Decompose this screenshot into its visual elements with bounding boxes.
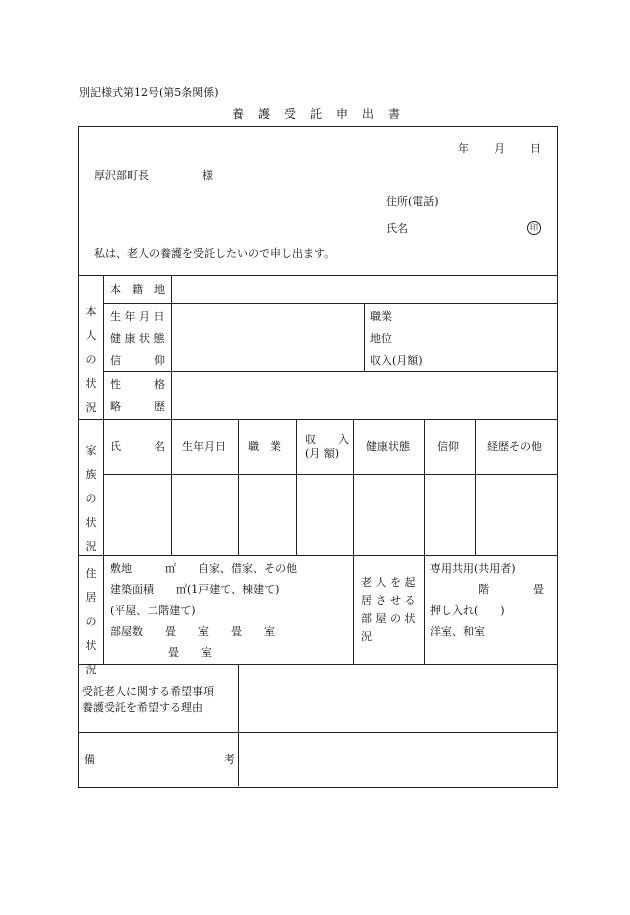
position-label: 地位 xyxy=(370,332,392,345)
address-label: 住所(電話) xyxy=(386,195,439,208)
divider xyxy=(296,419,297,555)
divider xyxy=(475,419,476,555)
job-label: 職業 xyxy=(370,310,392,323)
form-number-label: 別記様式第12号(第5条関係) xyxy=(79,86,219,99)
divider xyxy=(364,303,365,371)
date-year: 年 xyxy=(458,142,469,155)
divider xyxy=(78,275,557,276)
room-label-2: 居 さ せ る xyxy=(361,594,416,607)
wish-label-2: 養護受託を希望する理由 xyxy=(82,701,203,714)
divider xyxy=(171,275,172,419)
divider xyxy=(238,664,239,786)
divider xyxy=(78,555,557,556)
housing-site-line: 敷地 ㎡ 自家、借家、その他 xyxy=(110,562,297,575)
room-label-1: 老 人 を 起 xyxy=(361,576,416,589)
divider xyxy=(353,419,354,664)
date-day: 日 xyxy=(530,142,541,155)
name-label: 氏名 xyxy=(386,222,408,235)
history-label: 略 歴 xyxy=(110,400,165,413)
addressee-honorific: 様 xyxy=(202,169,213,182)
housing-rooms-line-2: 畳 室 xyxy=(168,646,212,659)
self-section-heading: 本 人 の 状 況 xyxy=(85,305,97,414)
wish-label-1: 受託老人に関する希望事項 xyxy=(82,685,214,698)
family-col-religion: 信仰 xyxy=(437,440,459,453)
seal-mark: 印 xyxy=(527,221,541,235)
private-shared-label: 専用共用(共用者) xyxy=(430,562,516,575)
honseki-label: 本 籍 地 xyxy=(110,283,165,296)
family-col-income: 収 入 xyxy=(305,433,349,446)
housing-rooms-line: 部屋数 畳 室 畳 室 xyxy=(110,625,275,638)
housing-section-heading: 住 居 の 状 況 xyxy=(85,567,97,676)
family-col-job: 職 業 xyxy=(248,440,281,453)
room-label-4: 況 xyxy=(361,630,372,643)
housing-floors-line: (平屋、二階建て) xyxy=(110,604,196,617)
family-col-birth: 生年月日 xyxy=(182,440,226,453)
divider xyxy=(78,664,557,665)
family-col-other: 経歴その他 xyxy=(487,440,542,453)
date-month: 月 xyxy=(494,142,505,155)
family-section-heading: 家 族 の 状 況 xyxy=(85,444,97,553)
income-label: 収入(月額) xyxy=(370,354,423,367)
statement: 私は、老人の養護を受託したいので申し出ます。 xyxy=(94,247,336,260)
divider xyxy=(103,275,104,664)
divider xyxy=(238,419,239,555)
addressee: 厚沢部町長 xyxy=(94,169,149,182)
family-col-income-unit: (月 額) xyxy=(305,447,340,460)
divider xyxy=(78,419,557,420)
birth-label: 生 年 月 日 xyxy=(110,310,165,323)
family-col-health: 健康状態 xyxy=(366,440,410,453)
divider xyxy=(424,419,425,664)
remarks-label-left: 備 xyxy=(84,753,95,766)
character-label: 性 格 xyxy=(110,378,165,391)
health-label: 健 康 状 態 xyxy=(110,332,165,345)
room-type-label: 洋室、和室 xyxy=(430,625,485,638)
floor-tatami-label: 階 畳 xyxy=(478,583,544,596)
remarks-label-right: 考 xyxy=(224,753,235,766)
divider xyxy=(171,419,172,555)
housing-area-line: 建築面積 ㎡(1戸建て、棟建て) xyxy=(110,583,280,596)
room-label-3: 部 屋 の 状 xyxy=(361,612,416,625)
religion-label: 信 仰 xyxy=(110,354,165,367)
closet-label: 押し入れ( ) xyxy=(430,604,505,617)
family-col-name: 氏 名 xyxy=(110,440,165,453)
document-title: 養 護 受 託 申 出 書 xyxy=(232,107,402,121)
divider xyxy=(78,732,557,733)
